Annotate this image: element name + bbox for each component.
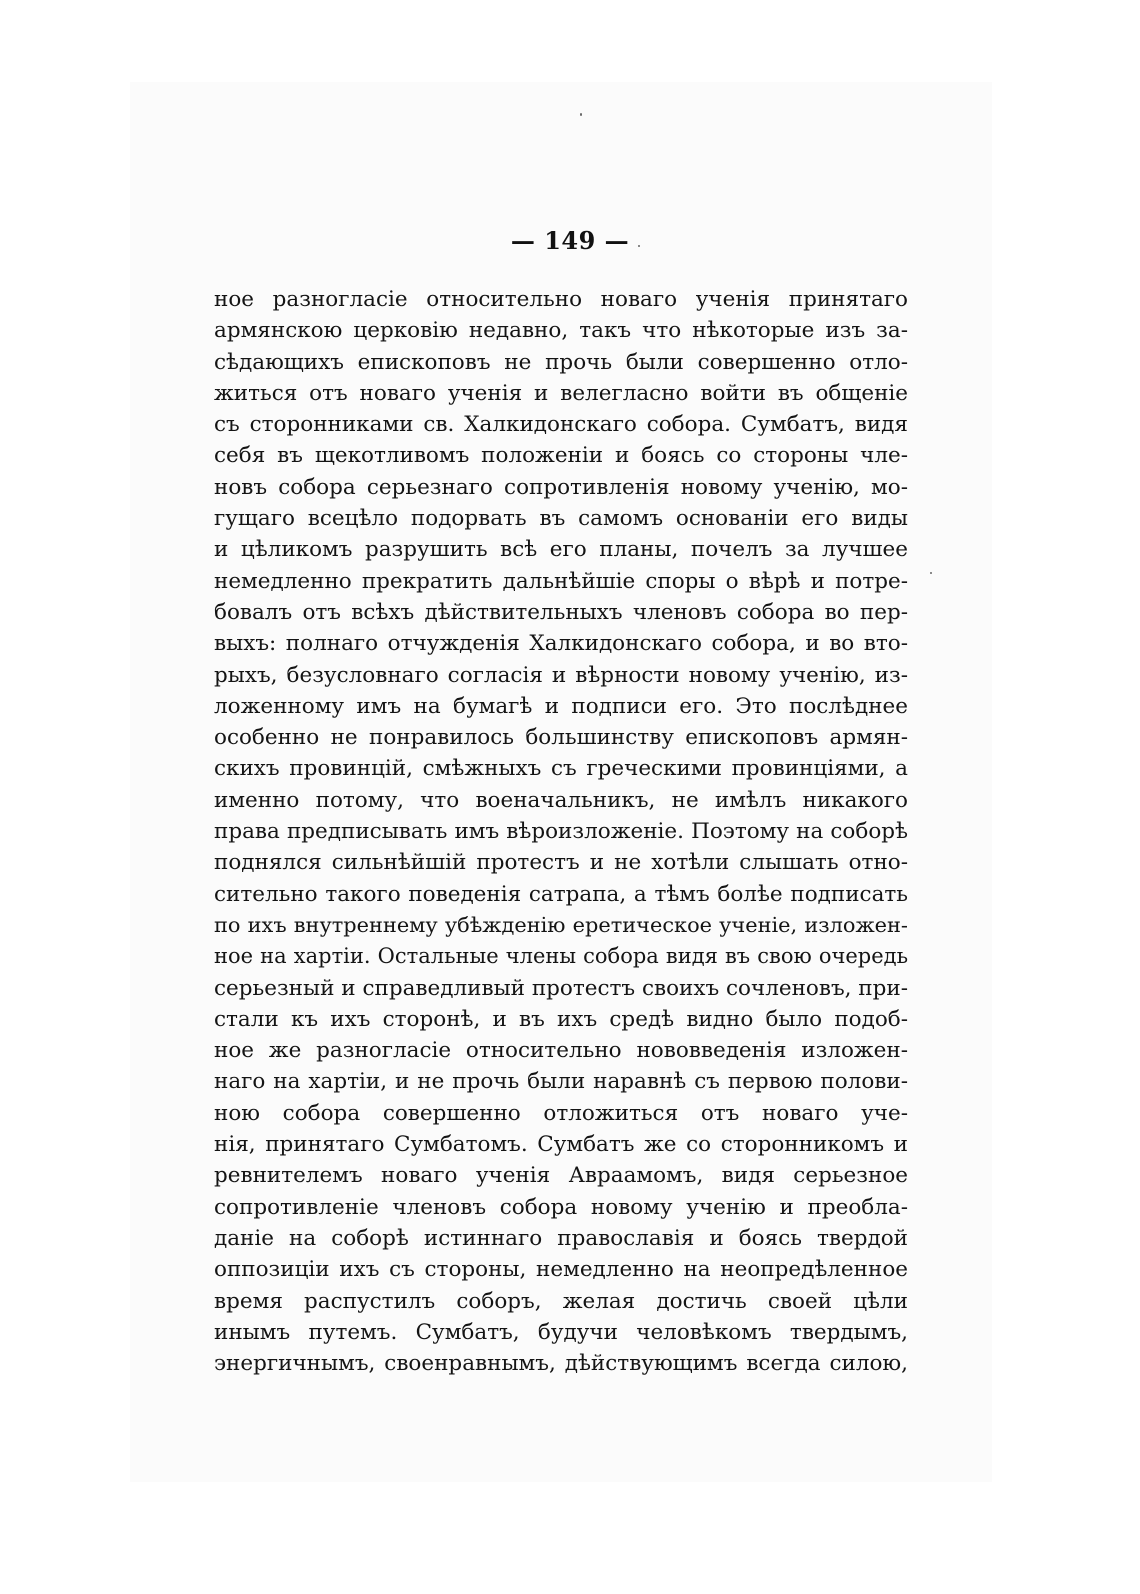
text-line: немедленно прекратить дальнѣйшіе споры о вѣрѣ и потре-	[214, 568, 908, 594]
text-line: ною собора совершенно отложиться отъ новаго уче-	[214, 1100, 908, 1126]
text-line: даніе на соборѣ истиннаго православія и боясь твердой	[214, 1225, 908, 1251]
text-line: рыхъ, безусловнаго согласія и вѣрности новому ученію, из-	[214, 662, 908, 688]
text-line: сопротивленіе членовъ собора новому ученію и преобла-	[214, 1194, 908, 1220]
text-line: сѣдающихъ епископовъ не прочь были совершенно отло-	[214, 349, 908, 375]
text-line: съ сторонниками св. Халкидонскаго собора. Сумбатъ, видя	[214, 412, 908, 438]
text-line: стали къ ихъ сторонѣ, и въ ихъ средѣ видно было подоб-	[214, 1006, 908, 1032]
text-line: новъ собора серьезнаго сопротивленія новому ученію, мо-	[214, 474, 908, 500]
text-line: себя въ щекотливомъ положеніи и боясь со стороны чле-	[214, 443, 908, 469]
text-line: армянскою церковію недавно, такъ что нѣкоторые изъ за-	[214, 318, 908, 344]
text-line: ложенному имъ на бумагѣ и подписи его. Это послѣднее	[214, 693, 908, 719]
text-line: ное же разногласіе относительно нововведенія изложен-	[214, 1038, 908, 1064]
text-line: выхъ: полнаго отчужденія Халкидонскаго собора, и во вто-	[214, 631, 908, 657]
body-text	[214, 284, 908, 1379]
text-line: особенно не понравилось большинству епископовъ армян-	[214, 725, 908, 751]
print-speck	[930, 572, 932, 574]
text-line: по ихъ внутреннему убѣжденію еретическое ученіе, изложен-	[214, 912, 908, 937]
text-line: права предписывать имъ вѣроизложеніе. Поэтому на соборѣ	[214, 819, 908, 845]
text-line: нія, принятаго Сумбатомъ. Сумбатъ же со сторонникомъ и	[214, 1132, 908, 1158]
text-line: скихъ провинцій, смѣжныхъ съ греческими провинціями, а	[214, 756, 908, 782]
text-line: бовалъ отъ всѣхъ дѣйствительныхъ членовъ собора во пер-	[214, 599, 908, 625]
text-line: оппозиціи ихъ съ стороны, немедленно на неопредѣленное	[214, 1257, 908, 1283]
text-line: ное на хартіи. Остальные члены собора видя въ свою очередь	[214, 944, 908, 969]
text-line: сительно такого поведенія сатрапа, а тѣмъ болѣе подписать	[214, 881, 908, 907]
text-line: и цѣликомъ разрушить всѣ его планы, почелъ за лучшее	[214, 537, 908, 563]
text-line: ное разногласіе относительно новаго ученія принятаго	[214, 287, 908, 312]
text-line: инымъ путемъ. Сумбатъ, будучи человѣкомъ твердымъ,	[214, 1319, 908, 1345]
text-line: гущаго всецѣло подорвать въ самомъ основаніи его виды	[214, 506, 908, 532]
print-speck	[580, 113, 582, 116]
text-line: наго на хартіи, и не прочь были наравнѣ съ первою полови-	[214, 1069, 908, 1095]
text-line: время распустилъ соборъ, желая достичь своей цѣли	[214, 1288, 908, 1314]
text-line: житься отъ новаго ученія и велегласно войти въ общеніе	[214, 380, 908, 406]
text-line: именно потому, что военачальникъ, не имѣлъ никакого	[214, 787, 908, 813]
text-line: поднялся сильнѣйшій протестъ и не хотѣли слышать отно-	[214, 850, 908, 876]
text-line: серьезный и справедливый протестъ своихъ сочленовъ, при-	[214, 975, 908, 1001]
page-number: — 149 —	[510, 226, 630, 255]
text-line: ревнителемъ новаго ученія Авраамомъ, видя серьезное	[214, 1163, 908, 1189]
text-line: энергичнымъ, своенравнымъ, дѣйствующимъ всегда силою,	[214, 1351, 908, 1377]
